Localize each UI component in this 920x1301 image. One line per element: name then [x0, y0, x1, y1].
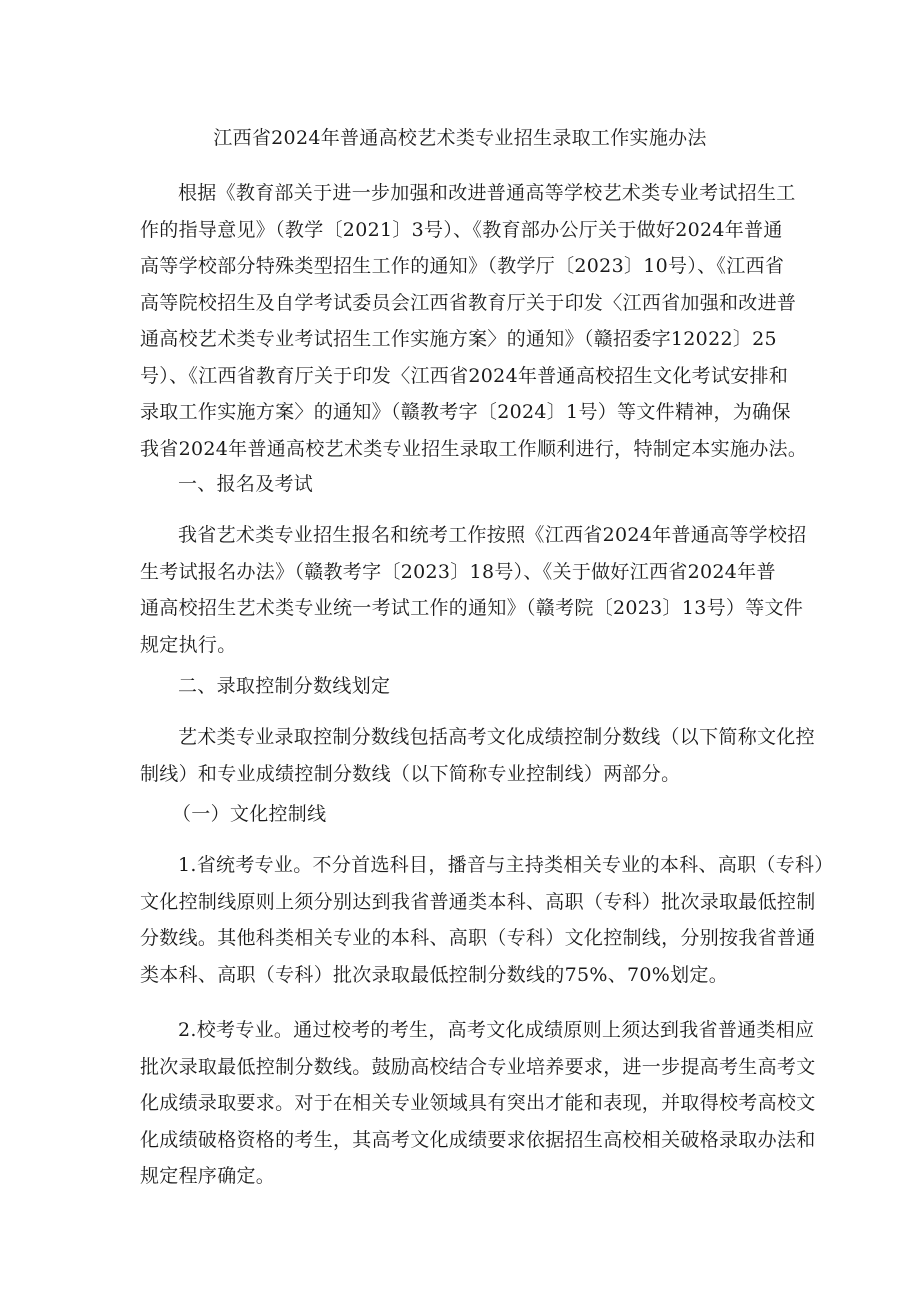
item2-line: 化成绩破格资格的考生，其高考文化成绩要求依据招生高校相关破格录取办法和 — [140, 1128, 816, 1151]
item1-paragraph — [140, 847, 834, 993]
section2-line: 制线）和专业成绩控制分数线（以下简称专业控制线）两部分。 — [140, 762, 681, 785]
section1-heading: 一、报名及考试 — [178, 473, 314, 495]
subsection1-heading: （一）文化控制线 — [172, 803, 327, 825]
item1-line: 1.省统考专业。不分首选科目，播音与主持类相关专业的本科、高职（专科） — [178, 854, 834, 876]
section2-heading: 二、录取控制分数线划定 — [178, 675, 391, 697]
intro-line: 通高校艺术类专业考试招生工作实施方案〉的通知》（赣招委字12022〕25 — [140, 328, 777, 350]
section1-line: 通高校招生艺术类专业统一考试工作的通知》（赣考院〔2023〕13号）等文件 — [140, 597, 804, 619]
section2-line: 艺术类专业录取控制分数线包括高考文化成绩控制分数线（以下简称文化控 — [178, 726, 815, 748]
section1-paragraph — [140, 517, 807, 663]
document-title: 江西省2024年普通高校艺术类专业招生录取工作实施办法 — [213, 127, 707, 149]
section1-line: 我省艺术类专业招生报名和统考工作按照《江西省2024年普通高等学校招 — [178, 524, 807, 546]
item1-line: 文化控制线原则上须分别达到我省普通类本科、高职（专科）批次录取最低控制 — [140, 890, 816, 913]
intro-line: 录取工作实施方案〉的通知》（赣教考字〔2024〕1号）等文件精神，为确保 — [140, 401, 791, 423]
intro-paragraph — [140, 175, 808, 467]
item2-line: 2.校考专业。通过校考的考生，高考文化成绩原则上须达到我省普通类相应 — [178, 1019, 815, 1041]
intro-line: 我省2024年普通高校艺术类专业招生录取工作顺利进行，特制定本实施办法。 — [140, 437, 808, 460]
intro-line: 作的指导意见》（教学〔2021〕3号）、《教育部办公厅关于做好2024年普通 — [140, 218, 783, 241]
intro-line: 号）、《江西省教育厅关于印发〈江西省2024年普通高校招生文化考试安排和 — [140, 364, 789, 387]
item2-paragraph — [140, 1012, 816, 1195]
intro-line: 高等学校部分特殊类型招生工作的通知》（教学厅〔2023〕10号）、《江西省 — [140, 255, 785, 277]
item1-line: 类本科、高职（专科）批次录取最低控制分数线的75%、70%划定。 — [140, 963, 729, 986]
intro-line: 高等院校招生及自学考试委员会江西省教育厅关于印发〈江西省加强和改进普 — [140, 291, 797, 314]
item2-line: 规定程序确定。 — [140, 1165, 276, 1187]
item2-line: 化成绩录取要求。对于在相关专业领域具有突出才能和表现，并取得校考高校文 — [140, 1092, 816, 1114]
section1-line: 规定执行。 — [140, 633, 237, 656]
section1-line: 生考试报名办法》（赣教考字〔2023〕18号）、《关于做好江西省2024年普 — [140, 560, 776, 583]
intro-line: 根据《教育部关于进一步加强和改进普通高等学校艺术类专业考试招生工 — [178, 182, 796, 204]
section2-paragraph — [140, 719, 815, 792]
item1-line: 分数线。其他科类相关专业的本科、高职（专科）文化控制线，分别按我省普通 — [140, 927, 816, 949]
item2-line: 批次录取最低控制分数线。鼓励高校结合专业培养要求，进一步提高考生高考文 — [140, 1055, 816, 1078]
